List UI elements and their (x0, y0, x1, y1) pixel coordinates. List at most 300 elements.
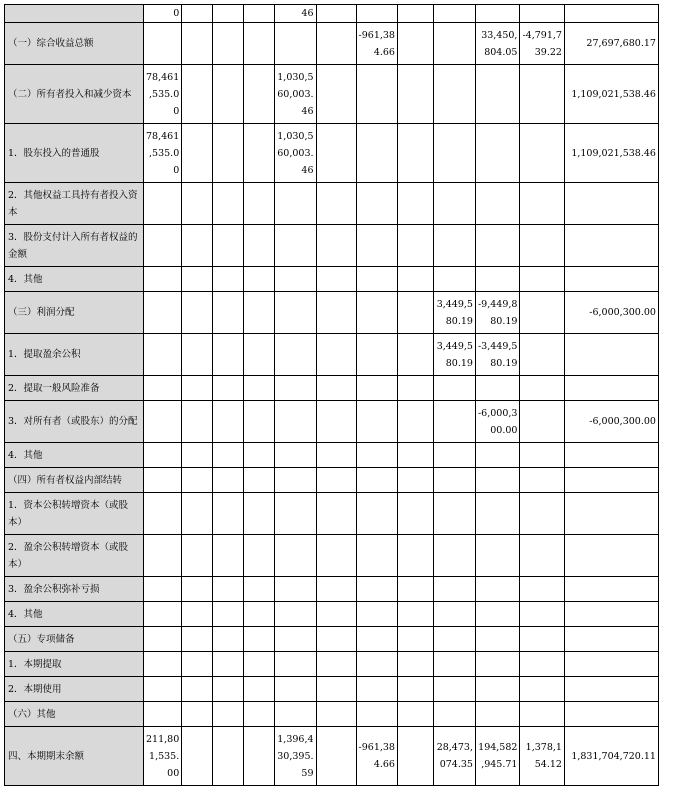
table-cell (475, 677, 519, 702)
table-cell: 33,450, 804.05 (475, 23, 519, 65)
table-cell (144, 702, 182, 727)
table-cell (213, 702, 244, 727)
table-cell (244, 334, 275, 376)
table-cell (520, 677, 564, 702)
table-cell: -961,38 4.66 (356, 727, 397, 786)
table-cell (316, 652, 356, 677)
table-cell (397, 401, 433, 443)
table-cell (397, 535, 433, 577)
table-cell (213, 401, 244, 443)
row-label: 3．对所有者（或股东）的分配 (5, 401, 144, 443)
table-cell (397, 443, 433, 468)
table-cell (275, 401, 316, 443)
table-cell (275, 267, 316, 292)
table-cell: 28,473, 074.35 (433, 727, 475, 786)
row-label: 1．股东投入的普通股 (5, 124, 144, 183)
table-row (5, 627, 659, 652)
table-cell (244, 577, 275, 602)
table-cell (275, 677, 316, 702)
table-cell (564, 267, 658, 292)
table-cell (356, 124, 397, 183)
table-cell (213, 292, 244, 334)
table-cell (356, 183, 397, 225)
row-label: 1．提取盈余公积 (5, 334, 144, 376)
table-cell (397, 702, 433, 727)
table-cell (275, 23, 316, 65)
table-cell (397, 376, 433, 401)
table-cell (275, 577, 316, 602)
table-cell (316, 65, 356, 124)
table-cell (397, 627, 433, 652)
table-cell (475, 468, 519, 493)
table-cell (397, 183, 433, 225)
table-row (5, 376, 659, 401)
table-cell (520, 468, 564, 493)
table-row (5, 702, 659, 727)
table-cell (244, 602, 275, 627)
table-cell: 0 (144, 5, 182, 23)
table-cell (244, 124, 275, 183)
table-cell (182, 577, 213, 602)
table-cell (244, 468, 275, 493)
table-cell (397, 65, 433, 124)
table-cell (182, 702, 213, 727)
table-cell: -6,000,300.00 (564, 292, 658, 334)
table-cell (433, 5, 475, 23)
table-cell (520, 652, 564, 677)
row-label: 3．股份支付计入所有者权益的金额 (5, 225, 144, 267)
table-row (5, 267, 659, 292)
table-cell (213, 468, 244, 493)
table-cell (275, 535, 316, 577)
table-cell (213, 727, 244, 786)
table-cell (356, 5, 397, 23)
table-cell (182, 468, 213, 493)
table-cell (244, 493, 275, 535)
table-cell (433, 677, 475, 702)
table-cell (356, 702, 397, 727)
table-cell (397, 23, 433, 65)
table-cell (213, 267, 244, 292)
row-label: 4．其他 (5, 602, 144, 627)
table-cell (213, 652, 244, 677)
table-cell (213, 627, 244, 652)
table-cell (213, 5, 244, 23)
table-row (5, 493, 659, 535)
table-row (5, 225, 659, 267)
table-cell (475, 376, 519, 401)
table-cell: 1,396,4 30,395. 59 (275, 727, 316, 786)
table-cell: 1,109,021,538.46 (564, 124, 658, 183)
table-cell (356, 334, 397, 376)
table-row (5, 401, 659, 443)
table-cell (182, 493, 213, 535)
table-cell (397, 267, 433, 292)
table-cell (356, 493, 397, 535)
table-cell: 1,109,021,538.46 (564, 65, 658, 124)
table-cell (433, 468, 475, 493)
table-cell (275, 652, 316, 677)
table-cell (316, 225, 356, 267)
table-cell (433, 652, 475, 677)
table-cell (564, 376, 658, 401)
table-cell (316, 443, 356, 468)
row-label: 3．盈余公积弥补亏损 (5, 577, 144, 602)
table-cell (475, 443, 519, 468)
table-cell (564, 334, 658, 376)
table-cell (144, 652, 182, 677)
table-cell (397, 493, 433, 535)
table-cell (244, 5, 275, 23)
table-cell (564, 602, 658, 627)
table-cell (182, 334, 213, 376)
table-cell (213, 376, 244, 401)
table-cell (475, 702, 519, 727)
table-row (5, 292, 659, 334)
table-row (5, 535, 659, 577)
table-cell (182, 727, 213, 786)
table-cell (520, 401, 564, 443)
table-cell: 1,030,5 60,003. 46 (275, 65, 316, 124)
table-cell (316, 577, 356, 602)
table-cell (397, 577, 433, 602)
table-cell (564, 5, 658, 23)
table-cell (182, 5, 213, 23)
table-cell (182, 443, 213, 468)
table-cell (144, 493, 182, 535)
table-row (5, 602, 659, 627)
table-cell (213, 602, 244, 627)
table-cell: 3,449,5 80.19 (433, 292, 475, 334)
table-cell (475, 493, 519, 535)
table-cell (316, 376, 356, 401)
row-label: 2．本期使用 (5, 677, 144, 702)
row-label: 四、本期期末余额 (5, 727, 144, 786)
table-cell (356, 577, 397, 602)
table-cell (397, 727, 433, 786)
table-cell (182, 401, 213, 443)
table-cell: -4,791,7 39.22 (520, 23, 564, 65)
table-cell (475, 183, 519, 225)
table-cell (520, 535, 564, 577)
table-cell (397, 124, 433, 183)
row-label: （二）所有者投入和减少资本 (5, 65, 144, 124)
table-cell (564, 702, 658, 727)
row-label: （三）利润分配 (5, 292, 144, 334)
table-cell: -6,000,3 00.00 (475, 401, 519, 443)
table-cell (475, 627, 519, 652)
table-cell (275, 702, 316, 727)
table-cell (564, 493, 658, 535)
table-cell: 1,030,5 60,003. 46 (275, 124, 316, 183)
table-cell (475, 65, 519, 124)
table-cell (275, 443, 316, 468)
table-cell (182, 292, 213, 334)
table-row (5, 652, 659, 677)
row-label: 1．本期提取 (5, 652, 144, 677)
row-label: 4．其他 (5, 267, 144, 292)
table-cell (316, 535, 356, 577)
table-cell (520, 65, 564, 124)
table-cell (144, 292, 182, 334)
table-cell (275, 292, 316, 334)
table-cell (144, 627, 182, 652)
table-cell (316, 334, 356, 376)
row-label: 2．提取一般风险准备 (5, 376, 144, 401)
table-cell (144, 602, 182, 627)
table-row (5, 23, 659, 65)
table-cell: 46 (275, 5, 316, 23)
table-cell (356, 401, 397, 443)
table-cell (475, 267, 519, 292)
table-cell (397, 468, 433, 493)
table-row (5, 65, 659, 124)
table-cell (182, 376, 213, 401)
table-cell (316, 702, 356, 727)
table-cell: 194,582 ,945.71 (475, 727, 519, 786)
table-cell: -9,449,8 80.19 (475, 292, 519, 334)
table-cell (520, 124, 564, 183)
table-cell (564, 443, 658, 468)
table-cell (213, 443, 244, 468)
table-cell (356, 225, 397, 267)
table-cell (564, 652, 658, 677)
table-cell (275, 376, 316, 401)
table-cell (316, 267, 356, 292)
table-cell (182, 267, 213, 292)
table-cell (564, 468, 658, 493)
table-cell (433, 124, 475, 183)
table-cell (244, 443, 275, 468)
table-cell (316, 727, 356, 786)
table-cell (182, 225, 213, 267)
table-cell (182, 677, 213, 702)
table-cell (182, 183, 213, 225)
table-cell (275, 602, 316, 627)
table-cell (397, 652, 433, 677)
table-cell (144, 535, 182, 577)
row-label: 1．资本公积转增资本（或股本） (5, 493, 144, 535)
table-cell (433, 23, 475, 65)
table-cell (433, 577, 475, 602)
table-cell (182, 65, 213, 124)
table-cell (316, 23, 356, 65)
table-cell: -961,38 4.66 (356, 23, 397, 65)
table-cell (397, 225, 433, 267)
table-row (5, 727, 659, 786)
table-cell (433, 627, 475, 652)
table-cell (356, 376, 397, 401)
table-cell (144, 23, 182, 65)
table-cell (475, 535, 519, 577)
table-cell (356, 535, 397, 577)
table-cell: -3,449,5 80.19 (475, 334, 519, 376)
table-cell (316, 468, 356, 493)
table-cell: 3,449,5 80.19 (433, 334, 475, 376)
table-cell (213, 535, 244, 577)
table-body (5, 5, 659, 786)
row-label: 4．其他 (5, 443, 144, 468)
table-cell (356, 292, 397, 334)
table-cell (244, 23, 275, 65)
table-cell (144, 334, 182, 376)
table-cell (564, 183, 658, 225)
table-cell (244, 225, 275, 267)
table-cell (520, 225, 564, 267)
table-cell (520, 5, 564, 23)
table-cell (520, 493, 564, 535)
table-cell (433, 602, 475, 627)
table-cell (213, 577, 244, 602)
table-cell (144, 225, 182, 267)
table-cell (244, 702, 275, 727)
table-cell (356, 627, 397, 652)
table-cell (275, 334, 316, 376)
table-cell (316, 677, 356, 702)
table-cell (520, 602, 564, 627)
table-cell (213, 65, 244, 124)
table-cell (356, 443, 397, 468)
table-cell (144, 267, 182, 292)
table-cell (316, 493, 356, 535)
row-label: 2．其他权益工具持有者投入资本 (5, 183, 144, 225)
table-cell: 27,697,680.17 (564, 23, 658, 65)
table-cell (475, 225, 519, 267)
table-cell (397, 334, 433, 376)
table-row (5, 5, 659, 23)
table-cell (356, 267, 397, 292)
table-cell (520, 702, 564, 727)
table-cell (397, 292, 433, 334)
table-cell (356, 652, 397, 677)
row-label: （六）其他 (5, 702, 144, 727)
table-cell (316, 602, 356, 627)
table-cell (182, 602, 213, 627)
table-cell: 78,461 ,535.0 0 (144, 65, 182, 124)
table-cell (520, 577, 564, 602)
table-cell (244, 727, 275, 786)
table-cell (433, 443, 475, 468)
row-label: （五）专项储备 (5, 627, 144, 652)
table-cell (213, 124, 244, 183)
row-label: （一）综合收益总额 (5, 23, 144, 65)
table-cell (144, 577, 182, 602)
table-row (5, 677, 659, 702)
table-cell (356, 602, 397, 627)
table-cell (144, 677, 182, 702)
table-cell (244, 401, 275, 443)
table-cell (144, 183, 182, 225)
table-cell (244, 677, 275, 702)
table-cell (144, 468, 182, 493)
table-cell (244, 535, 275, 577)
table-cell (144, 376, 182, 401)
table-cell: 1,831,704,720.11 (564, 727, 658, 786)
table-cell (520, 267, 564, 292)
table-cell (316, 401, 356, 443)
table-cell (244, 292, 275, 334)
table-cell (244, 267, 275, 292)
table-cell (475, 652, 519, 677)
table-cell (520, 443, 564, 468)
table-cell (433, 267, 475, 292)
table-cell (520, 292, 564, 334)
row-label (5, 5, 144, 23)
table-cell (213, 493, 244, 535)
table-cell (182, 652, 213, 677)
table-row (5, 577, 659, 602)
table-cell (316, 292, 356, 334)
table-cell (433, 183, 475, 225)
table-cell (433, 535, 475, 577)
table-cell (475, 602, 519, 627)
table-cell: 78,461 ,535.0 0 (144, 124, 182, 183)
table-cell (244, 65, 275, 124)
table-cell (397, 602, 433, 627)
table-cell (475, 577, 519, 602)
table-cell (316, 627, 356, 652)
table-cell (316, 124, 356, 183)
table-cell (520, 183, 564, 225)
table-row (5, 183, 659, 225)
table-cell (213, 677, 244, 702)
table-cell (182, 627, 213, 652)
row-label: （四）所有者权益内部结转 (5, 468, 144, 493)
table-cell (244, 183, 275, 225)
table-cell (433, 401, 475, 443)
table-cell (564, 535, 658, 577)
table-cell (316, 5, 356, 23)
table-cell (356, 65, 397, 124)
table-cell (433, 493, 475, 535)
table-cell (213, 225, 244, 267)
table-row (5, 334, 659, 376)
table-cell (213, 334, 244, 376)
table-cell (182, 124, 213, 183)
table-cell (275, 493, 316, 535)
table-cell (213, 183, 244, 225)
table-cell (182, 535, 213, 577)
table-cell (244, 376, 275, 401)
row-label: 2．盈余公积转增资本（或股本） (5, 535, 144, 577)
table-cell (275, 183, 316, 225)
table-cell (397, 677, 433, 702)
table-cell (213, 23, 244, 65)
table-row (5, 468, 659, 493)
table-cell (356, 468, 397, 493)
table-cell (356, 677, 397, 702)
table-cell: -6,000,300.00 (564, 401, 658, 443)
table-cell (182, 23, 213, 65)
table-cell (244, 627, 275, 652)
table-cell (564, 627, 658, 652)
table-cell (564, 677, 658, 702)
table-cell (520, 334, 564, 376)
table-cell: 211,80 1,535. 00 (144, 727, 182, 786)
equity-statement-table (4, 4, 659, 786)
table-cell (144, 443, 182, 468)
table-cell (397, 5, 433, 23)
table-cell (275, 468, 316, 493)
table-row (5, 124, 659, 183)
table-cell: 1,378,1 54.12 (520, 727, 564, 786)
table-cell (275, 225, 316, 267)
table-cell (433, 376, 475, 401)
table-cell (475, 124, 519, 183)
table-cell (564, 225, 658, 267)
table-cell (433, 65, 475, 124)
table-cell (564, 577, 658, 602)
